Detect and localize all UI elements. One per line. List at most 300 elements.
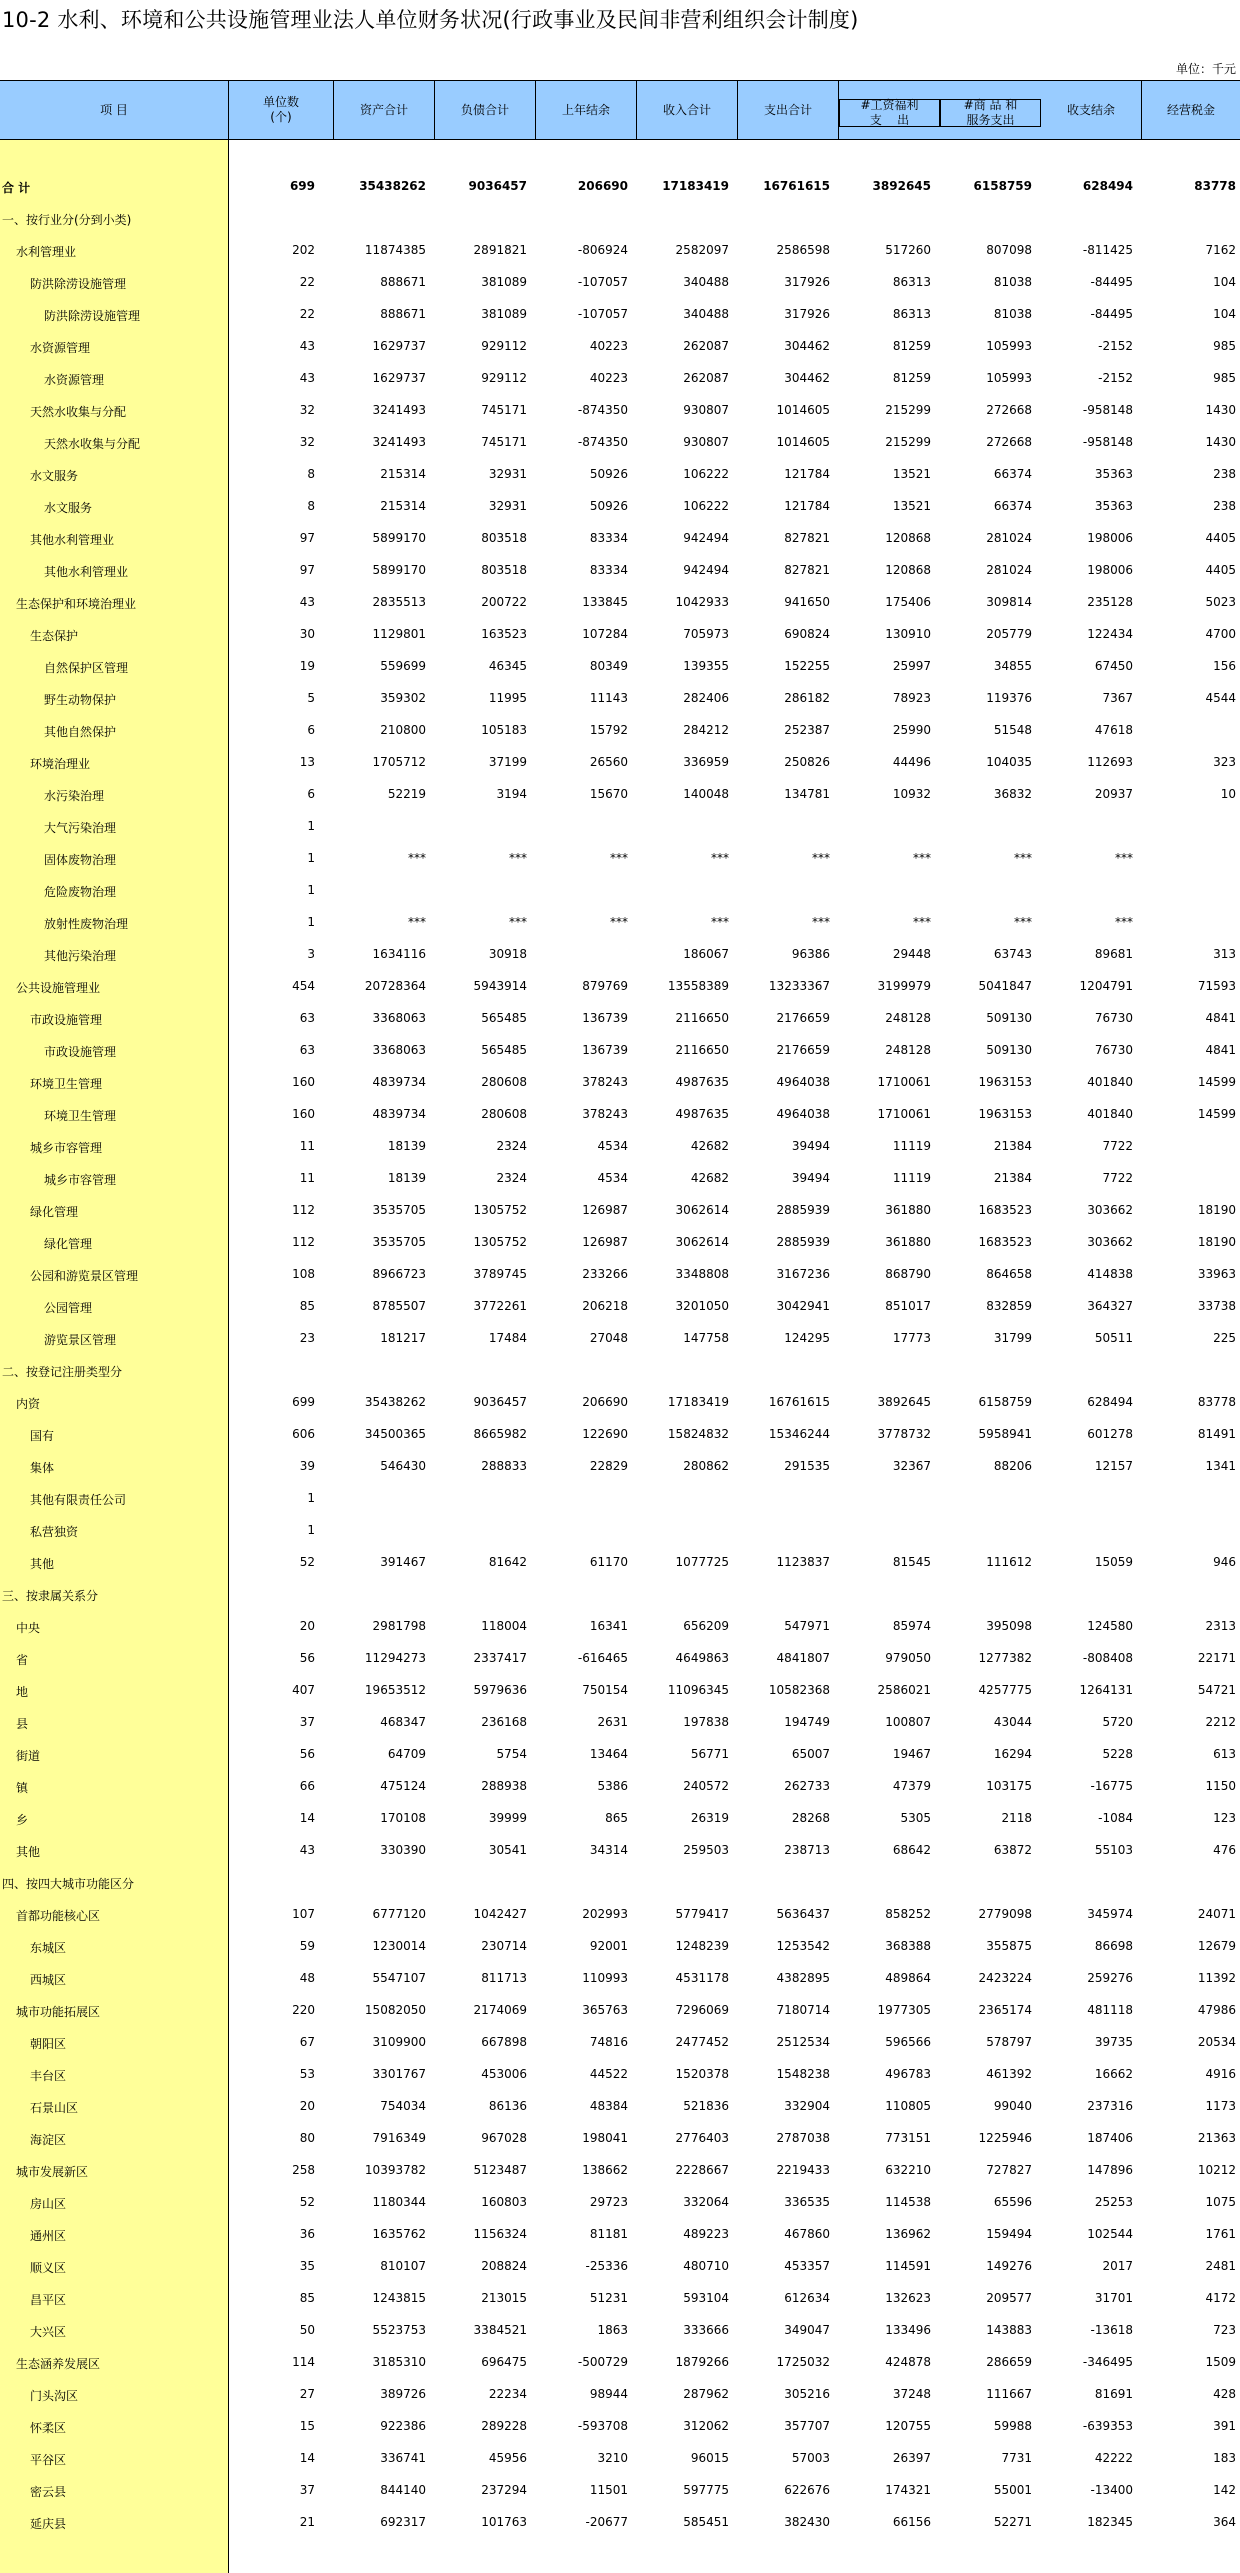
table-cell: 2582097 [675, 243, 729, 257]
table-cell: 401840 [1087, 1075, 1133, 1089]
table-cell: *** [610, 851, 628, 865]
row-label: 西城区 [30, 1973, 67, 1987]
table-cell: 50926 [589, 467, 628, 481]
table-cell: 26397 [892, 2451, 931, 2465]
table-title: 10-2 水利、环境和公共设施管理业法人单位财务状况(行政事业及民间非营利组织会计制度) [2, 8, 859, 32]
table-cell: 4841 [1205, 1011, 1236, 1025]
table-cell: 133845 [582, 595, 628, 609]
table-cell: 5958941 [978, 1427, 1032, 1441]
table-cell: 32 [299, 435, 315, 449]
table-row [0, 1898, 1240, 1930]
table-cell: 5899170 [372, 531, 426, 545]
table-cell: 4841807 [776, 1651, 830, 1665]
table-cell: 14599 [1197, 1075, 1236, 1089]
table-cell: 3348808 [675, 1267, 729, 1281]
row-label: 城乡市容管理 [44, 1173, 117, 1187]
table-cell: 183 [1213, 2451, 1236, 2465]
table-cell: 103175 [986, 1779, 1032, 1793]
row-label: 市政设施管理 [30, 1013, 103, 1027]
table-cell: 332064 [683, 2195, 729, 2209]
table-cell: 136739 [582, 1011, 628, 1025]
table-cell: 11874385 [364, 243, 426, 257]
table-cell: 5041847 [978, 979, 1032, 993]
row-label: 海淀区 [30, 2133, 67, 2147]
table-cell: *** [1014, 915, 1032, 929]
table-cell: 8 [307, 467, 315, 481]
table-cell: 2118 [1001, 1811, 1032, 1825]
table-cell: 304462 [784, 339, 830, 353]
table-cell: 727827 [986, 2163, 1032, 2177]
table-cell: 773151 [885, 2131, 931, 2145]
table-cell: 11 [299, 1171, 315, 1185]
table-cell: 2337417 [473, 1651, 527, 1665]
row-label: 公共设施管理业 [16, 981, 101, 995]
table-row [0, 778, 1240, 810]
table-cell: 174321 [885, 2483, 931, 2497]
table-cell: 2228667 [675, 2163, 729, 2177]
table-cell: 6158759 [973, 179, 1032, 193]
table-cell: 96386 [791, 947, 830, 961]
table-row [0, 650, 1240, 682]
table-cell: 39999 [488, 1811, 527, 1825]
table-row [0, 394, 1240, 426]
table-cell: 44522 [589, 2067, 628, 2081]
table-cell: 481118 [1087, 2003, 1133, 2017]
table-cell: 14 [299, 2451, 315, 2465]
table-row [0, 1066, 1240, 1098]
row-label: 危险废物治理 [44, 885, 117, 899]
table-cell: 303662 [1087, 1203, 1133, 1217]
table-cell: 11119 [892, 1139, 931, 1153]
table-cell: 1 [307, 819, 315, 833]
table-cell: 31799 [993, 1331, 1032, 1345]
table-cell: 17773 [892, 1331, 931, 1345]
table-cell: 3 [307, 947, 315, 961]
table-cell: 37248 [892, 2387, 931, 2401]
table-cell: 198041 [582, 2131, 628, 2145]
table-cell: 85 [299, 1299, 315, 1313]
table-cell: 454 [292, 979, 315, 993]
table-cell: *** [913, 915, 931, 929]
table-cell: 1156324 [473, 2227, 527, 2241]
table-cell: 160803 [481, 2195, 527, 2209]
row-label: 城乡市容管理 [30, 1141, 103, 1155]
table-cell: 4649863 [675, 1651, 729, 1665]
table-cell: 143883 [986, 2323, 1032, 2337]
table-cell: 612634 [784, 2291, 830, 2305]
row-label: 怀柔区 [30, 2421, 67, 2435]
table-cell: 43 [299, 1843, 315, 1857]
table-cell: 4839734 [372, 1075, 426, 1089]
table-cell: 88206 [993, 1459, 1032, 1473]
table-cell: 2017 [1102, 2259, 1133, 2273]
table-cell: 1635762 [372, 2227, 426, 2241]
table-cell: 259503 [683, 1843, 729, 1857]
table-cell: 414838 [1087, 1267, 1133, 1281]
table-cell: 122690 [582, 1427, 628, 1441]
table-cell: 468347 [380, 1715, 426, 1729]
table-cell: 355875 [986, 1939, 1032, 1953]
table-cell: *** [509, 851, 527, 865]
table-cell: 81259 [892, 371, 931, 385]
table-cell: 1014605 [776, 435, 830, 449]
table-row [0, 1482, 1240, 1514]
table-row [0, 1674, 1240, 1706]
table-cell: 1963153 [978, 1107, 1032, 1121]
table-cell: 585451 [683, 2515, 729, 2529]
table-cell: 7722 [1102, 1171, 1133, 1185]
table-cell: 2512534 [776, 2035, 830, 2049]
table-cell: 233266 [582, 1267, 628, 1281]
table-cell: 286659 [986, 2355, 1032, 2369]
table-cell: 4916 [1205, 2067, 1236, 2081]
table-row [0, 2026, 1240, 2058]
table-cell: 656209 [683, 1619, 729, 1633]
table-cell: 122434 [1087, 627, 1133, 641]
table-cell: 262087 [683, 339, 729, 353]
row-label: 昌平区 [30, 2293, 67, 2307]
table-cell: 3241493 [372, 403, 426, 417]
table-cell: 745171 [481, 435, 527, 449]
table-cell: 5023 [1205, 595, 1236, 609]
table-cell: 20 [299, 1619, 315, 1633]
table-cell: 336959 [683, 755, 729, 769]
table-row [0, 2250, 1240, 2282]
table-row [0, 2186, 1240, 2218]
table-cell: 5386 [597, 1779, 628, 1793]
table-cell: *** [913, 851, 931, 865]
table-cell: 56771 [690, 1747, 729, 1761]
table-cell: 517260 [885, 243, 931, 257]
table-cell: 262087 [683, 371, 729, 385]
table-cell: 81545 [892, 1555, 931, 1569]
table-cell: 67 [299, 2035, 315, 2049]
table-cell: 1225946 [978, 2131, 1032, 2145]
table-row [0, 1546, 1240, 1578]
table-cell: -1084 [1098, 1811, 1133, 1825]
table-cell: 407 [292, 1683, 315, 1697]
table-cell: 118004 [481, 1619, 527, 1633]
table-cell: 5754 [496, 1747, 527, 1761]
table-cell: 200722 [481, 595, 527, 609]
table-cell: 68642 [892, 1843, 931, 1857]
table-cell: 622676 [784, 2483, 830, 2497]
table-cell: 170108 [380, 1811, 426, 1825]
table-cell: 8966723 [372, 1267, 426, 1281]
table-cell: 238 [1213, 467, 1236, 481]
table-cell: 16662 [1094, 2067, 1133, 2081]
table-cell: 163523 [481, 627, 527, 641]
table-cell: 17183419 [662, 179, 729, 193]
table-cell: 929112 [481, 371, 527, 385]
table-cell: 149276 [986, 2259, 1032, 2273]
table-row [0, 1002, 1240, 1034]
table-cell: 126987 [582, 1235, 628, 1249]
table-cell: 85 [299, 2291, 315, 2305]
table-cell: 3201050 [675, 1299, 729, 1313]
table-cell: 66374 [993, 499, 1032, 513]
table-cell: 202993 [582, 1907, 628, 1921]
table-row [0, 1866, 1240, 1898]
table-cell: 107284 [582, 627, 628, 641]
table-row [0, 1834, 1240, 1866]
table-cell: *** [610, 915, 628, 929]
table-cell: 181217 [380, 1331, 426, 1345]
table-cell: 4257775 [978, 1683, 1032, 1697]
table-cell: 4964038 [776, 1107, 830, 1121]
table-cell: 2176659 [776, 1043, 830, 1057]
table-cell: 23 [299, 1331, 315, 1345]
table-cell: 942494 [683, 563, 729, 577]
table-cell: -346495 [1082, 2355, 1133, 2369]
table-cell: 248128 [885, 1011, 931, 1025]
table-cell: 1683523 [978, 1203, 1032, 1217]
table-cell: 39494 [791, 1171, 830, 1185]
row-label: 其他 [16, 1845, 41, 1859]
table-cell: 81038 [993, 275, 1032, 289]
table-cell: 1430 [1205, 435, 1236, 449]
table-cell: 578797 [986, 2035, 1032, 2049]
table-cell: 18190 [1197, 1203, 1236, 1217]
table-cell: 288938 [481, 1779, 527, 1793]
table-cell: 61170 [589, 1555, 628, 1569]
table-cell: 453357 [784, 2259, 830, 2273]
table-cell: 1180344 [372, 2195, 426, 2209]
table-cell: 81491 [1197, 1427, 1236, 1441]
table-cell: 10932 [892, 787, 931, 801]
table-cell: 238713 [784, 1843, 830, 1857]
row-label: 生态涵养发展区 [16, 2357, 101, 2371]
table-cell: 15 [299, 2419, 315, 2433]
table-cell: 628494 [1082, 179, 1133, 193]
table-cell: 628494 [1087, 1395, 1133, 1409]
table-cell: 1509 [1205, 2355, 1236, 2369]
table-cell: 364327 [1087, 1299, 1133, 1313]
table-cell: 35 [299, 2259, 315, 2273]
table-cell: 105993 [986, 371, 1032, 385]
table-cell: 1014605 [776, 403, 830, 417]
table-cell: -13400 [1090, 2483, 1133, 2497]
table-cell: -808408 [1082, 1651, 1133, 1665]
row-label: 公园和游览景区管理 [30, 1269, 139, 1283]
table-cell: 3535705 [372, 1235, 426, 1249]
table-cell: 317926 [784, 307, 830, 321]
table-cell: 1277382 [978, 1651, 1032, 1665]
table-cell: 78923 [892, 691, 931, 705]
table-cell: 2481 [1205, 2259, 1236, 2273]
table-cell: 745171 [481, 403, 527, 417]
table-cell: 10393782 [364, 2163, 426, 2177]
table-cell: 303662 [1087, 1235, 1133, 1249]
row-label: 延庆县 [30, 2517, 67, 2531]
table-cell: -84495 [1090, 307, 1133, 321]
table-cell: 56 [299, 1747, 315, 1761]
table-cell: 2313 [1205, 1619, 1236, 1633]
table-cell: 198006 [1087, 563, 1133, 577]
table-cell: 272668 [986, 435, 1032, 449]
table-row [0, 1418, 1240, 1450]
row-label: 门头沟区 [30, 2389, 79, 2403]
table-cell: -20677 [585, 2515, 628, 2529]
table-cell: 28268 [791, 1811, 830, 1825]
row-label: 内资 [16, 1397, 41, 1411]
table-row [0, 2090, 1240, 2122]
table-cell: 210800 [380, 723, 426, 737]
table-cell: 3778732 [877, 1427, 931, 1441]
table-cell: 26319 [690, 1811, 729, 1825]
table-cell: 1 [307, 1523, 315, 1537]
table-cell: 186067 [683, 947, 729, 961]
table-cell: 4841 [1205, 1043, 1236, 1057]
table-cell: 699 [292, 1395, 315, 1409]
table-cell: 235128 [1087, 595, 1133, 609]
table-cell: 175406 [885, 595, 931, 609]
row-label: 水文服务 [30, 469, 79, 483]
table-cell: -16775 [1090, 1779, 1133, 1793]
row-label: 水文服务 [44, 501, 93, 515]
table-cell: 723 [1213, 2323, 1236, 2337]
table-cell: 50 [299, 2323, 315, 2337]
table-cell: 112 [292, 1203, 315, 1217]
table-cell: 365763 [582, 2003, 628, 2017]
table-cell: 51548 [993, 723, 1032, 737]
table-cell: 119376 [986, 691, 1032, 705]
table-cell: 803518 [481, 563, 527, 577]
table-cell: 1430 [1205, 403, 1236, 417]
table-cell: 288833 [481, 1459, 527, 1473]
row-label: 三、按隶属关系分 [2, 1589, 99, 1603]
table-cell: 4534 [597, 1171, 628, 1185]
table-cell: 10212 [1197, 2163, 1236, 2177]
row-label: 密云县 [30, 2485, 67, 2499]
row-label: 其他水利管理业 [44, 565, 129, 579]
table-row [0, 714, 1240, 746]
table-cell: 45956 [488, 2451, 527, 2465]
table-row [0, 2410, 1240, 2442]
row-label: 街道 [16, 1749, 41, 1763]
table-cell: 16761615 [763, 179, 830, 193]
table-row [0, 618, 1240, 650]
table-cell: 3062614 [675, 1235, 729, 1249]
table-cell: 2423224 [978, 1971, 1032, 1985]
table-cell: 1548238 [776, 2067, 830, 2081]
table-cell: 2324 [496, 1171, 527, 1185]
table-cell: 198006 [1087, 531, 1133, 545]
table-cell: 3210 [597, 2451, 628, 2465]
table-cell: 858252 [885, 1907, 931, 1921]
table-cell: 453006 [481, 2067, 527, 2081]
table-row [0, 938, 1240, 970]
table-cell: 206218 [582, 1299, 628, 1313]
table-cell: 291535 [784, 1459, 830, 1473]
table-cell: 2324 [496, 1139, 527, 1153]
table-cell: 39735 [1094, 2035, 1133, 2049]
table-cell: 930807 [683, 435, 729, 449]
table-cell: 71593 [1197, 979, 1236, 993]
table-cell: 22 [299, 307, 315, 321]
row-label: 天然水收集与分配 [44, 437, 141, 451]
table-cell: 428 [1213, 2387, 1236, 2401]
table-cell: 20728364 [364, 979, 426, 993]
table-cell: 3301767 [372, 2067, 426, 2081]
table-cell: 136962 [885, 2227, 931, 2241]
table-cell: 8665982 [473, 1427, 527, 1441]
table-cell: 134781 [784, 787, 830, 801]
table-row [0, 906, 1240, 938]
table-row [0, 2282, 1240, 2314]
row-label: 游览景区管理 [44, 1333, 117, 1347]
table-cell: -107057 [577, 307, 628, 321]
table-cell: 9036457 [468, 179, 527, 193]
table-cell: 37199 [488, 755, 527, 769]
table-cell: 13558389 [667, 979, 729, 993]
table-cell: 2212 [1205, 1715, 1236, 1729]
table-cell: 286182 [784, 691, 830, 705]
table-row [0, 1738, 1240, 1770]
row-label: 东城区 [30, 1941, 67, 1955]
table-cell: 922386 [380, 2419, 426, 2433]
table-cell: 323 [1213, 755, 1236, 769]
table-row [0, 1386, 1240, 1418]
table-cell: 5305 [900, 1811, 931, 1825]
table-cell: *** [711, 851, 729, 865]
row-label: 水污染治理 [44, 789, 105, 803]
table-cell: 3241493 [372, 435, 426, 449]
table-cell: 258 [292, 2163, 315, 2177]
table-cell: 140048 [683, 787, 729, 801]
table-cell: 35438262 [359, 179, 426, 193]
table-cell: 47986 [1197, 2003, 1236, 2017]
table-cell: 7296069 [675, 2003, 729, 2017]
table-cell: 401840 [1087, 1107, 1133, 1121]
table-cell: 1264131 [1079, 1683, 1133, 1697]
table-cell: *** [812, 915, 830, 929]
table-cell: 99040 [993, 2099, 1032, 2113]
table-cell: 1 [307, 883, 315, 897]
table-cell: 667898 [481, 2035, 527, 2049]
table-cell: 313 [1213, 947, 1236, 961]
table-cell: 108 [292, 1267, 315, 1281]
table-cell: 3167236 [776, 1267, 830, 1281]
table-cell: 21384 [993, 1171, 1032, 1185]
table-cell: 345974 [1087, 1907, 1133, 1921]
table-cell: 546430 [380, 1459, 426, 1473]
table-cell: 83778 [1197, 1395, 1236, 1409]
table-cell: 100807 [885, 1715, 931, 1729]
table-row [0, 1322, 1240, 1354]
table-cell: 5123487 [473, 2163, 527, 2177]
table-row [0, 2218, 1240, 2250]
table-cell: 340488 [683, 307, 729, 321]
table-cell: 1683523 [978, 1235, 1032, 1249]
table-cell: 240572 [683, 1779, 729, 1793]
table-cell: 368388 [885, 1939, 931, 1953]
table-cell: 197838 [683, 1715, 729, 1729]
table-cell: 66374 [993, 467, 1032, 481]
table-cell: 509130 [986, 1011, 1032, 1025]
table-cell: 220 [292, 2003, 315, 2017]
table-cell: 941650 [784, 595, 830, 609]
table-cell: 2835513 [372, 595, 426, 609]
table-cell: 187406 [1087, 2131, 1133, 2145]
table-row [0, 170, 1240, 202]
table-cell: 43044 [993, 1715, 1032, 1729]
table-cell: 930807 [683, 403, 729, 417]
table-cell: 104 [1213, 307, 1236, 321]
table-cell: 139355 [683, 659, 729, 673]
table-cell: 86698 [1094, 1939, 1133, 1953]
table-cell: 381089 [481, 275, 527, 289]
